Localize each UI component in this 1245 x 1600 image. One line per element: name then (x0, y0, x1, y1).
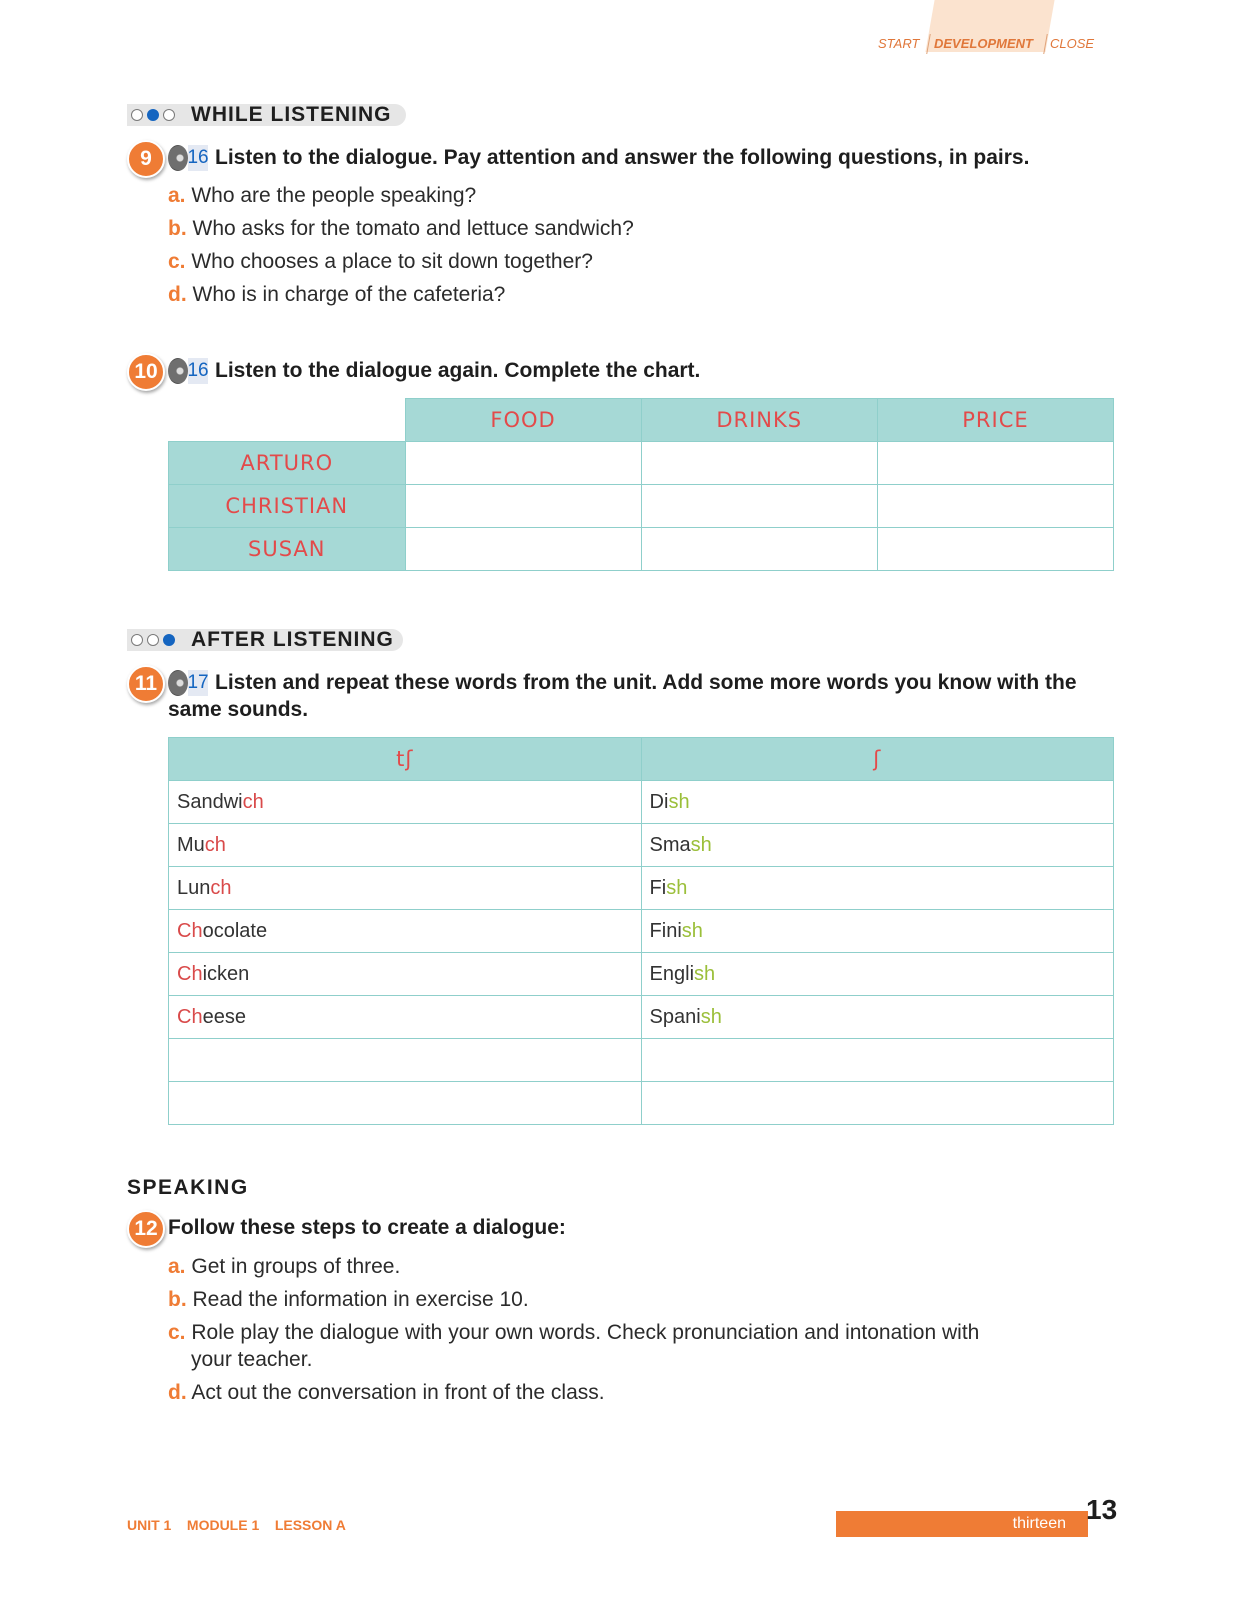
step-c: c. Role play the dialogue with your own words. Check pronunciation and intonation with (168, 1321, 980, 1344)
nav-start: START (878, 36, 920, 51)
exercise-instruction: Listen to the dialogue. Pay attention and answer the following questions, in pairs. (215, 146, 1030, 169)
exercise-instruction: Follow these steps to create a dialogue: (168, 1216, 566, 1239)
step-d: d. Act out the conversation in front of the class. (168, 1381, 605, 1404)
blank-answer-cell[interactable] (169, 1039, 642, 1082)
progress-dot-icon (131, 109, 143, 121)
answer-cell[interactable] (405, 485, 641, 528)
speaking-heading: SPEAKING (127, 1176, 249, 1199)
word-sh: Smash (641, 824, 1113, 867)
question-d: d. Who is in charge of the cafeteria? (168, 283, 506, 306)
while-listening-header (127, 104, 406, 126)
row-header-christian: CHRISTIAN (169, 485, 406, 528)
row-header-arturo: ARTURO (169, 442, 406, 485)
blank-answer-cell[interactable] (641, 1082, 1113, 1125)
sounds-table (168, 737, 1114, 1125)
footer-page-word: thirteen (1012, 1515, 1066, 1532)
footer-page-bar (836, 1511, 1088, 1537)
footer-module: MODULE 1 (186, 1517, 260, 1533)
exercise-instruction: Listen and repeat these words from the unit. Add some more words you know with the (215, 671, 1077, 694)
question-b: b. Who asks for the tomato and lettuce sandwich? (168, 217, 634, 240)
audio-cd-icon[interactable] (168, 145, 188, 171)
food-drinks-price-chart (168, 398, 1114, 571)
answer-cell[interactable] (877, 485, 1113, 528)
word-sh: English (641, 953, 1113, 996)
progress-dot-icon (163, 109, 175, 121)
answer-cell[interactable] (641, 528, 877, 571)
word-tsh: Much (169, 824, 642, 867)
word-tsh: Lunch (169, 867, 642, 910)
section-nav (878, 30, 1118, 54)
exercise-instruction-line2: same sounds. (168, 698, 309, 721)
column-header-price: PRICE (877, 399, 1113, 442)
step-a: a. Get in groups of three. (168, 1255, 401, 1278)
row-header-susan: SUSAN (169, 528, 406, 571)
column-header-food: FOOD (405, 399, 641, 442)
answer-cell[interactable] (877, 528, 1113, 571)
page-number: 13 (1086, 1494, 1118, 1525)
audio-track-number[interactable]: 16 (188, 358, 208, 384)
section-title: WHILE LISTENING (191, 103, 392, 126)
word-tsh: Cheese (169, 996, 642, 1039)
answer-cell[interactable] (641, 442, 877, 485)
question-c: c. Who chooses a place to sit down together? (168, 250, 593, 273)
word-tsh: Chicken (169, 953, 642, 996)
word-tsh: Sandwich (169, 781, 642, 824)
column-header-drinks: DRINKS (641, 399, 877, 442)
word-sh: Spanish (641, 996, 1113, 1039)
footer-unit: UNIT 1 (127, 1517, 172, 1533)
audio-track-number[interactable]: 16 (188, 145, 208, 171)
blank-answer-cell[interactable] (641, 1039, 1113, 1082)
exercise-number: 9 (127, 140, 165, 178)
word-sh: Fish (641, 867, 1113, 910)
word-sh: Dish (641, 781, 1113, 824)
exercise-instruction: Listen to the dialogue again. Complete the chart. (215, 359, 701, 382)
answer-cell[interactable] (877, 442, 1113, 485)
nav-development: DEVELOPMENT (934, 36, 1033, 51)
footer-breadcrumb (127, 1517, 346, 1533)
exercise-number: 10 (127, 353, 165, 391)
step-b: b. Read the information in exercise 10. (168, 1288, 529, 1311)
audio-track-number[interactable]: 17 (188, 670, 208, 696)
progress-dot-active-icon (163, 634, 175, 646)
progress-dot-icon (147, 634, 159, 646)
progress-dot-icon (131, 634, 143, 646)
question-a: a. Who are the people speaking? (168, 184, 477, 207)
progress-dot-active-icon (147, 109, 159, 121)
blank-answer-cell[interactable] (169, 1082, 642, 1125)
section-title: AFTER LISTENING (191, 628, 394, 651)
audio-cd-icon[interactable] (168, 358, 188, 384)
word-sh: Finish (641, 910, 1113, 953)
nav-close: CLOSE (1050, 36, 1095, 51)
audio-cd-icon[interactable] (168, 670, 188, 696)
footer-lesson: LESSON A (274, 1517, 346, 1533)
column-header-tsh: tʃ (169, 738, 642, 781)
exercise-number: 12 (127, 1210, 165, 1248)
answer-cell[interactable] (641, 485, 877, 528)
column-header-sh: ʃ (641, 738, 1113, 781)
exercise-number: 11 (127, 665, 165, 703)
step-c-continued: your teacher. (191, 1348, 313, 1371)
answer-cell[interactable] (405, 528, 641, 571)
answer-cell[interactable] (405, 442, 641, 485)
word-tsh: Chocolate (169, 910, 642, 953)
after-listening-header (127, 629, 403, 651)
